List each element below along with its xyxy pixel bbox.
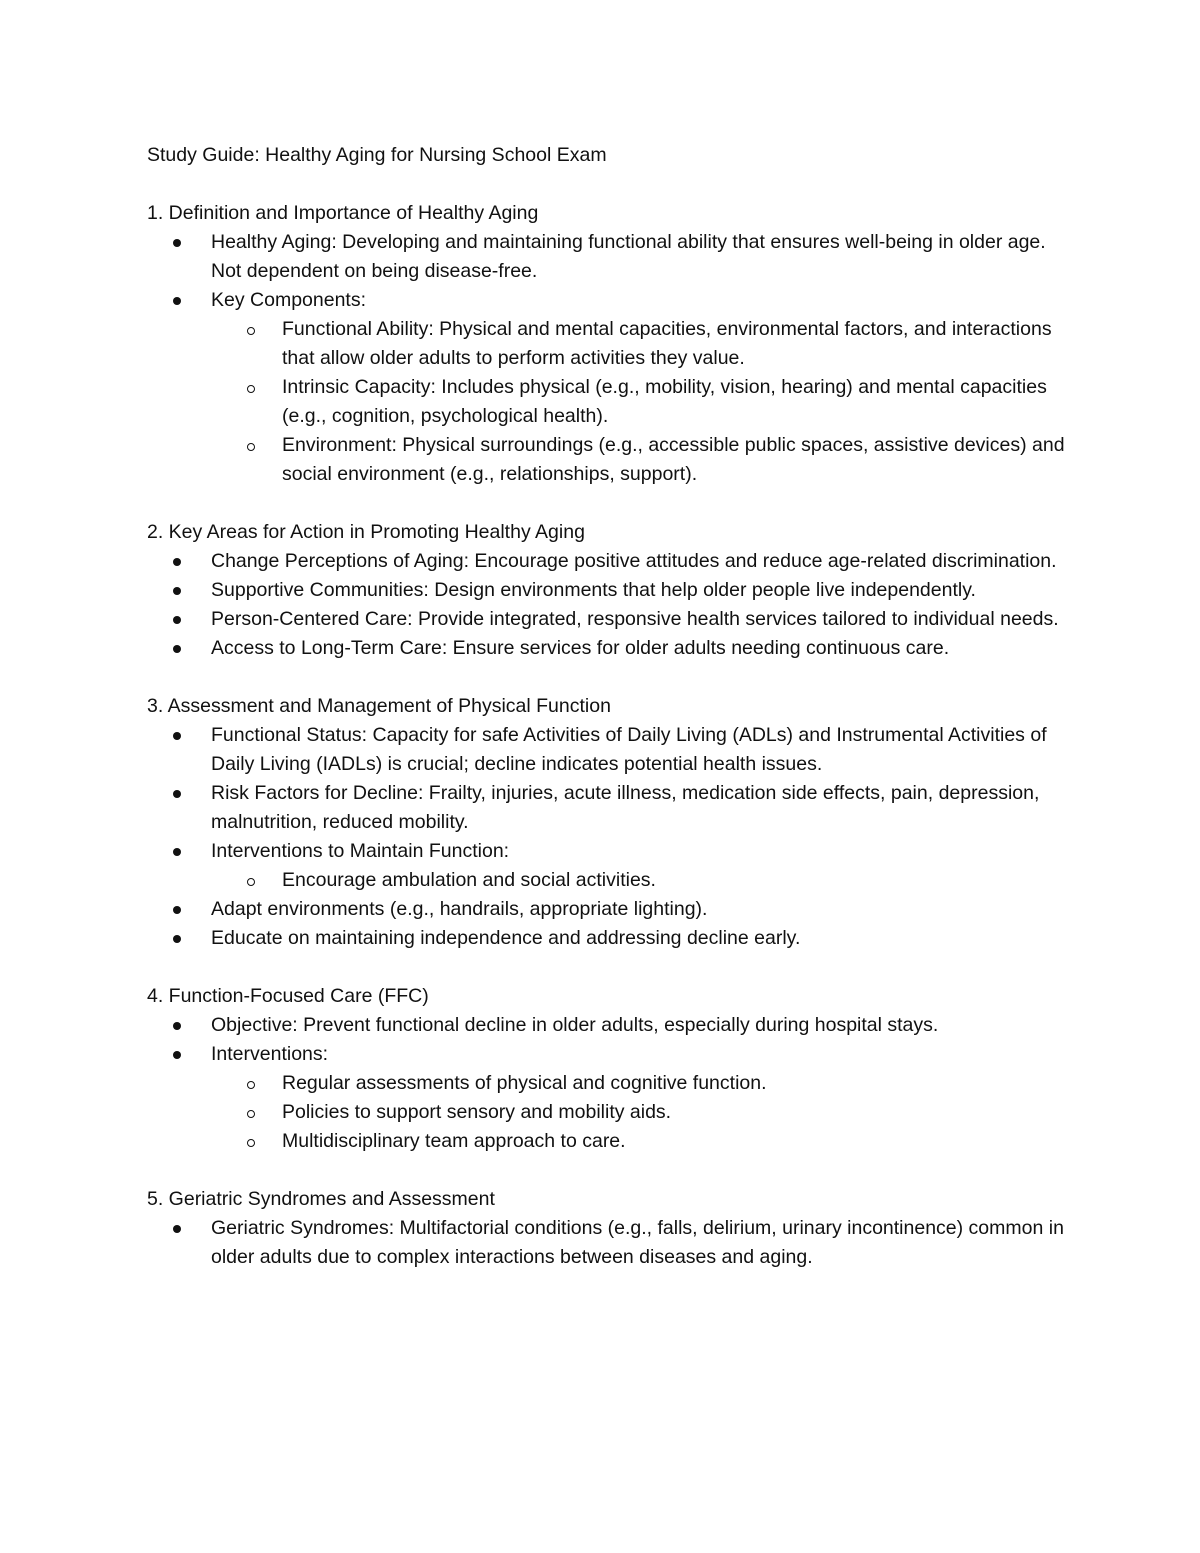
list-item-text: Key Components: bbox=[211, 289, 367, 311]
section-heading: 4. Function-Focused Care (FFC) bbox=[147, 985, 429, 1007]
sub-list-item-text: Multidisciplinary team approach to care. bbox=[282, 1130, 626, 1152]
list-item-text: Adapt environments (e.g., handrails, appropriate lighting). bbox=[211, 898, 708, 920]
section-heading: 5. Geriatric Syndromes and Assessment bbox=[147, 1188, 495, 1210]
bullet-list bbox=[147, 1011, 1067, 1156]
bullet-icon bbox=[173, 587, 181, 595]
sub-list-item-text: Intrinsic Capacity: Includes physical (e.g., mobility, vision, hearing) and mental capacities (e.g., cognition, psychological health). bbox=[282, 376, 1047, 427]
list-item bbox=[211, 605, 1067, 634]
sub-list bbox=[211, 1069, 1067, 1156]
sub-list-item-text: Regular assessments of physical and cognitive function. bbox=[282, 1072, 767, 1094]
sub-list-item bbox=[282, 373, 1067, 431]
bullet-icon bbox=[173, 239, 181, 247]
hollow-bullet-icon bbox=[247, 878, 255, 886]
list-item-text: Supportive Communities: Design environments that help older people live independently. bbox=[211, 579, 976, 601]
list-item-text: Functional Status: Capacity for safe Activities of Daily Living (ADLs) and Instrumental Activities of Daily Living (IADLs) is crucial; decline indicates potential health issues. bbox=[211, 724, 1047, 775]
bullet-list bbox=[147, 547, 1067, 663]
list-item bbox=[211, 634, 1067, 663]
section-heading: 1. Definition and Importance of Healthy Aging bbox=[147, 202, 539, 224]
bullet-icon bbox=[173, 645, 181, 653]
bullet-icon bbox=[173, 1225, 181, 1233]
list-item bbox=[211, 837, 1067, 895]
bullet-icon bbox=[173, 848, 181, 856]
sub-list-item bbox=[282, 1127, 1067, 1156]
list-item-text: Risk Factors for Decline: Frailty, injuries, acute illness, medication side effects, pain, depression, malnutrition, reduced mobility. bbox=[211, 782, 1040, 833]
list-item bbox=[211, 895, 1067, 924]
list-item-text: Change Perceptions of Aging: Encourage positive attitudes and reduce age-related discrimination. bbox=[211, 550, 1057, 572]
document-body bbox=[147, 141, 1067, 1301]
list-item bbox=[211, 1011, 1067, 1040]
sub-list-item bbox=[282, 431, 1067, 489]
list-item-text: Access to Long-Term Care: Ensure services for older adults needing continuous care. bbox=[211, 637, 950, 659]
bullet-icon bbox=[173, 935, 181, 943]
list-item bbox=[211, 576, 1067, 605]
bullet-list bbox=[147, 721, 1067, 953]
list-item-text: Objective: Prevent functional decline in older adults, especially during hospital stays. bbox=[211, 1014, 939, 1036]
list-item bbox=[211, 1040, 1067, 1156]
hollow-bullet-icon bbox=[247, 1139, 255, 1147]
list-item-text: Interventions: bbox=[211, 1043, 329, 1065]
list-item bbox=[211, 779, 1067, 837]
bullet-icon bbox=[173, 297, 181, 305]
document-title: Study Guide: Healthy Aging for Nursing School Exam bbox=[147, 144, 607, 166]
sub-list-item bbox=[282, 315, 1067, 373]
sub-list-item bbox=[282, 1098, 1067, 1127]
sub-list bbox=[211, 866, 1067, 895]
section-key-areas bbox=[147, 518, 1067, 663]
list-item bbox=[211, 228, 1067, 286]
hollow-bullet-icon bbox=[247, 443, 255, 451]
sub-list-item-text: Environment: Physical surroundings (e.g., accessible public spaces, assistive devices) and social environment (e.g., relationships, support). bbox=[282, 434, 1065, 485]
section-physical-function bbox=[147, 692, 1067, 953]
sub-list-item bbox=[282, 1069, 1067, 1098]
sub-list-item-text: Encourage ambulation and social activities. bbox=[282, 869, 656, 891]
list-item bbox=[211, 1214, 1067, 1272]
list-item-text: Person-Centered Care: Provide integrated, responsive health services tailored to individual needs. bbox=[211, 608, 1059, 630]
sub-list bbox=[211, 315, 1067, 489]
list-item-text: Educate on maintaining independence and addressing decline early. bbox=[211, 927, 801, 949]
bullet-icon bbox=[173, 616, 181, 624]
section-function-focused-care bbox=[147, 982, 1067, 1156]
hollow-bullet-icon bbox=[247, 385, 255, 393]
sub-list-item-text: Functional Ability: Physical and mental capacities, environmental factors, and interactions that allow older adults to perform activities they value. bbox=[282, 318, 1052, 369]
hollow-bullet-icon bbox=[247, 327, 255, 335]
list-item bbox=[211, 924, 1067, 953]
sub-list-item bbox=[282, 866, 1067, 895]
section-heading: 2. Key Areas for Action in Promoting Healthy Aging bbox=[147, 521, 585, 543]
bullet-icon bbox=[173, 558, 181, 566]
bullet-icon bbox=[173, 1051, 181, 1059]
list-item-text: Interventions to Maintain Function: bbox=[211, 840, 510, 862]
list-item bbox=[211, 721, 1067, 779]
hollow-bullet-icon bbox=[247, 1110, 255, 1118]
section-heading: 3. Assessment and Management of Physical Function bbox=[147, 695, 611, 717]
bullet-icon bbox=[173, 790, 181, 798]
list-item-text: Geriatric Syndromes: Multifactorial conditions (e.g., falls, delirium, urinary incontinence) common in older adults due to complex interactions between diseases and aging. bbox=[211, 1217, 1064, 1268]
hollow-bullet-icon bbox=[247, 1081, 255, 1089]
bullet-list bbox=[147, 228, 1067, 489]
bullet-icon bbox=[173, 732, 181, 740]
list-item bbox=[211, 547, 1067, 576]
bullet-list bbox=[147, 1214, 1067, 1272]
section-geriatric-syndromes bbox=[147, 1185, 1067, 1272]
bullet-icon bbox=[173, 1022, 181, 1030]
sub-list-item-text: Policies to support sensory and mobility aids. bbox=[282, 1101, 672, 1123]
list-item bbox=[211, 286, 1067, 489]
section-definition bbox=[147, 199, 1067, 489]
list-item-text: Healthy Aging: Developing and maintaining functional ability that ensures well-being in older age. Not dependent on being disease-free. bbox=[211, 231, 1046, 282]
bullet-icon bbox=[173, 906, 181, 914]
